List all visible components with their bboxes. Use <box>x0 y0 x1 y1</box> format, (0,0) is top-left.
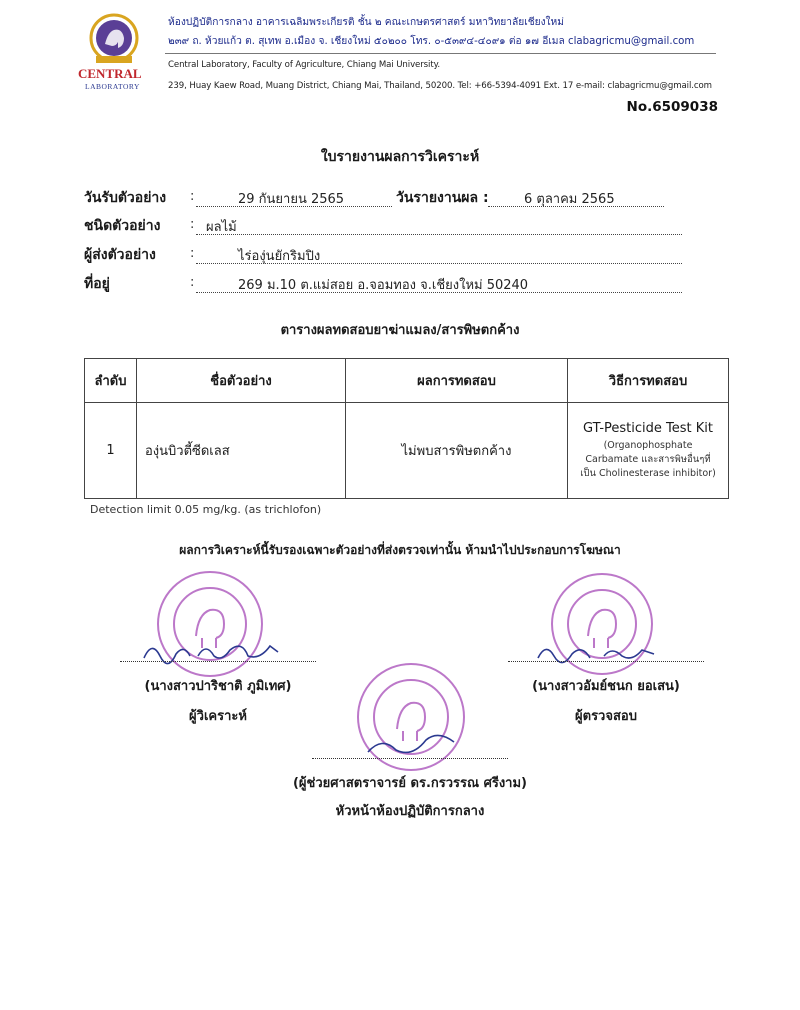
address-label: ที่อยู่ <box>84 276 110 292</box>
colon: : <box>190 189 195 204</box>
header-thai-line-2: ๒๓๙ ถ. ห้วยแก้ว ต. สุเทพ อ.เมือง จ. เชียงใหม่ ๕๐๒๐๐ โทร. ๐-๕๓๙๔-๔๐๙๑ ต่อ ๑๗ อีเมล clabagricmu@gmail.com <box>168 36 695 47</box>
analyst-role: ผู้วิเคราะห์ <box>189 709 247 724</box>
method-title: GT-Pesticide Test Kit <box>582 421 713 437</box>
analyst-signature <box>138 632 288 668</box>
checker-signature <box>532 634 662 668</box>
head-name: (ผู้ช่วยศาสตราจารย์ ดร.กรวรรณ ศรีงาม) <box>292 776 527 791</box>
signature-line <box>312 758 508 759</box>
signature-line <box>120 661 316 662</box>
table-title: ตารางผลทดสอบยาฆ่าแมลง/สารพิษตกค้าง <box>280 323 520 338</box>
table-row <box>85 403 729 499</box>
colon: : <box>190 217 195 232</box>
report-title: ใบรายงานผลการวิเคราะห์ <box>320 149 480 165</box>
disclaimer: ผลการวิเคราะห์นี้รับรองเฉพาะตัวอย่างที่ส่งตรวจเท่านั้น ห้ามนำไปประกอบการโฆษณา <box>179 543 621 557</box>
sender-label: ผู้ส่งตัวอย่าง <box>84 247 156 263</box>
received-date-label: วันรับตัวอย่าง <box>84 190 167 206</box>
colon: : <box>190 246 195 261</box>
head-signature <box>362 722 462 762</box>
colon: : <box>190 275 195 290</box>
received-date-value: 29 กันยายน 2565 <box>238 192 345 207</box>
cell-sample-name: องุ่นบิวตี้ซีดเลส <box>137 403 346 499</box>
result-table <box>84 358 729 499</box>
header-sample-name: ชื่อตัวอย่าง <box>137 359 346 403</box>
sample-type-label: ชนิดตัวอย่าง <box>84 218 161 234</box>
cell-no: 1 <box>85 403 137 499</box>
header-no: ลำดับ <box>85 359 137 403</box>
detection-limit-note: Detection limit 0.05 mg/kg. (as trichlofon) <box>90 503 322 516</box>
logo-text-laboratory: LABORATORY <box>85 82 140 91</box>
header-english-line-2: 239, Huay Kaew Road, Muang District, Chiang Mai, Thailand, 50200. Tel: +66-5394-4091 Ext. 17 e-mail: clabagricmu@gmail.com <box>168 81 712 91</box>
checker-name: (นางสาวอัมย์ชนก ยอเสน) <box>532 679 680 694</box>
report-date-label: วันรายงานผล : <box>396 190 489 206</box>
central-laboratory-logo <box>72 12 156 94</box>
report-date-value: 6 ตุลาคม 2565 <box>524 192 615 207</box>
address-value: 269 ม.10 ต.แม่สอย อ.จอมทอง จ.เชียงใหม่ 50240 <box>238 278 529 293</box>
method-line: เป็น Cholinesterase inhibitor) <box>580 468 716 480</box>
header-thai-line-1: ห้องปฏิบัติการกลาง อาคารเฉลิมพระเกียรติ ชั้น ๒ คณะเกษตรศาสตร์ มหาวิทยาลัยเชียงใหม่ <box>168 17 564 28</box>
checker-role: ผู้ตรวจสอบ <box>575 709 637 724</box>
header-method: วิธีการทดสอบ <box>568 359 729 403</box>
logo-text-central: CENTRAL <box>78 66 142 81</box>
method-line: Carbamate และสารพิษอื่นๆที่ <box>585 454 711 466</box>
cell-result: ไม่พบสารพิษตกค้าง <box>346 403 568 499</box>
header-english-line-1: Central Laboratory, Faculty of Agriculture, Chiang Mai University. <box>168 60 440 70</box>
signature-line <box>508 661 704 662</box>
sender-value: ไร่องุ่นยักริมปิง <box>238 249 321 264</box>
dotted-line <box>196 217 682 235</box>
header-divider <box>165 53 716 54</box>
method-line: (Organophosphate <box>603 439 693 451</box>
header-result: ผลการทดสอบ <box>346 359 568 403</box>
head-role: หัวหน้าห้องปฏิบัติการกลาง <box>335 804 485 819</box>
document-number: No.6509038 <box>626 99 718 115</box>
table-header-row <box>85 359 729 403</box>
cell-method <box>568 403 729 499</box>
sample-type-value: ผลไม้ <box>206 220 237 235</box>
analyst-name: (นางสาวปาริชาติ ภูมิเทศ) <box>144 679 292 694</box>
